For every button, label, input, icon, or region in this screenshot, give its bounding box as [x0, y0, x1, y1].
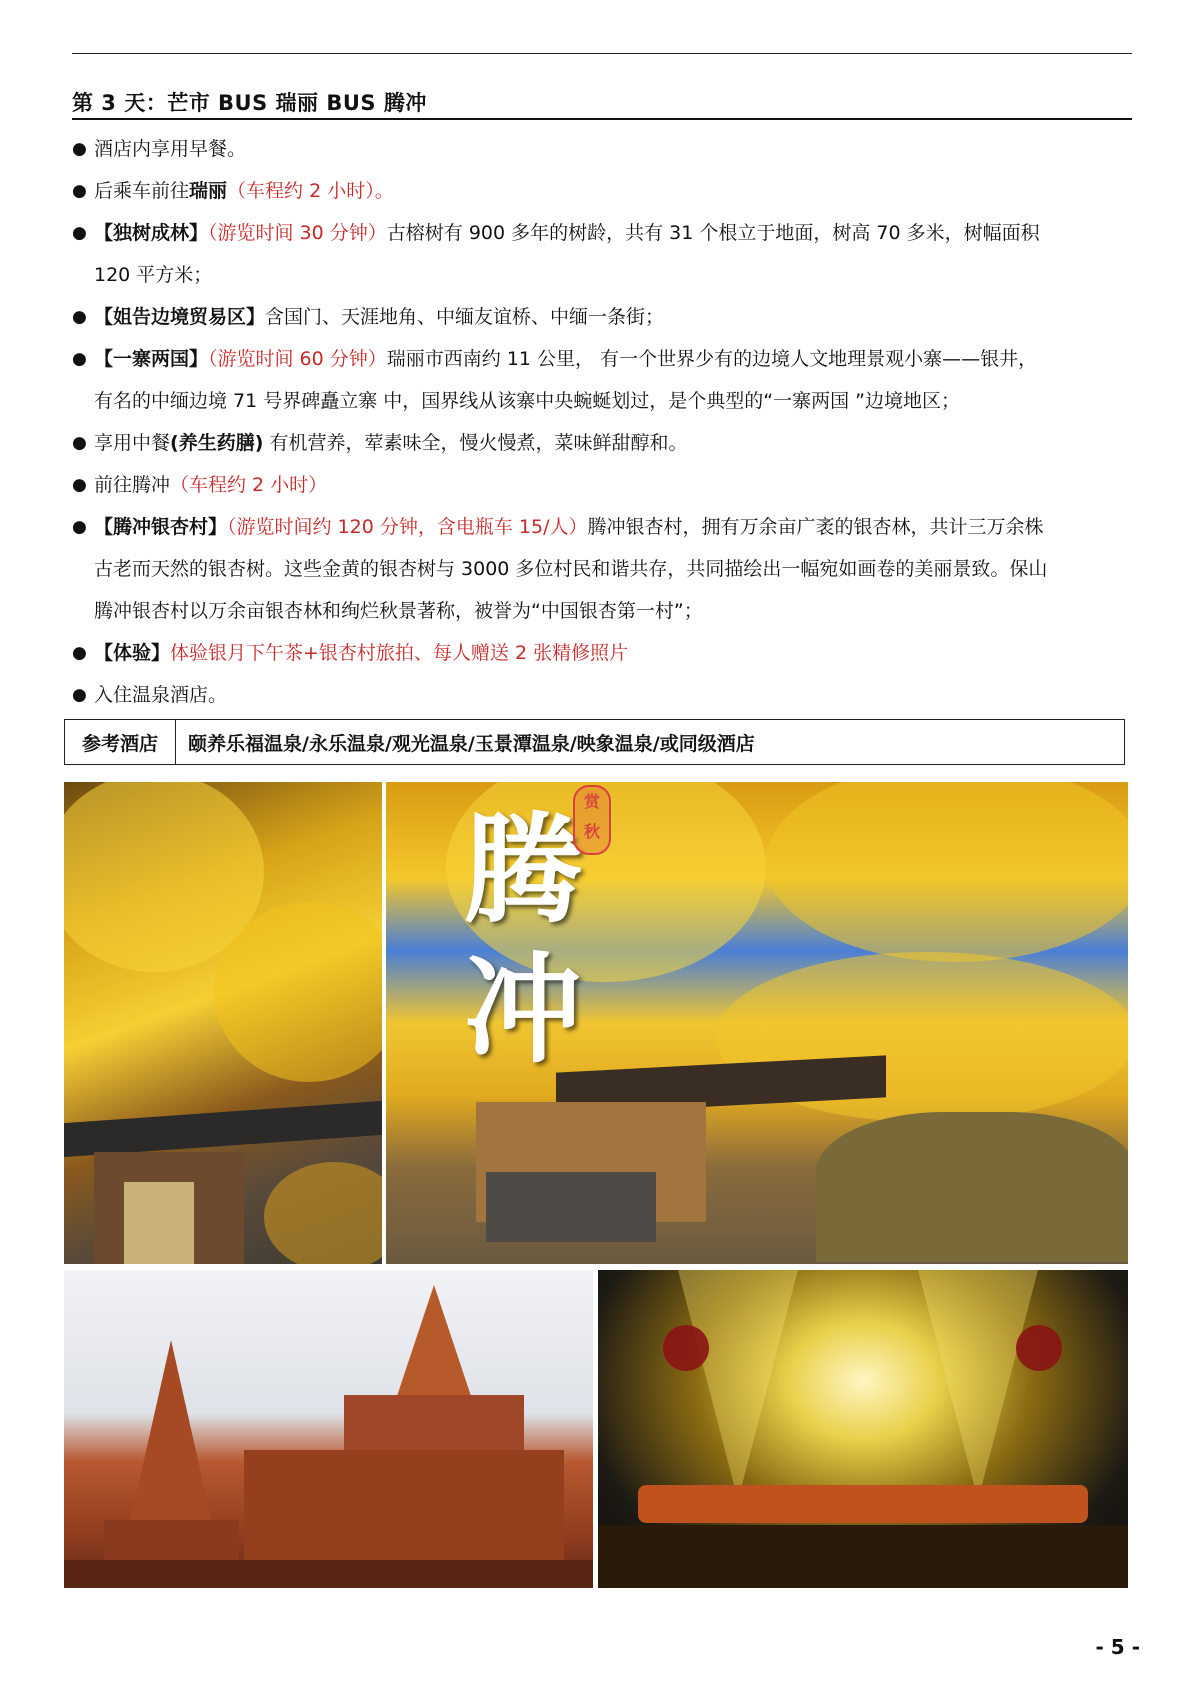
bullet-icon: ●	[72, 517, 87, 537]
page-number: - 5 -	[1095, 1635, 1140, 1659]
list-item: ● 【一寨两国】（游览时间 60 分钟）瑞丽市西南约 11 公里， 有一个世界少有的边境人文地理景观小寨——银井， 有名的中缅边境 71 号界碑矗立寨 中，国界线从该寨中央蜿蜒划过，是个典型的“一寨两国 ”边境地区；	[72, 338, 1132, 422]
tengchong-calligraphy: 腾 冲	[463, 800, 582, 1079]
hotel-value: 颐养乐福温泉/永乐温泉/观光温泉/玉景潭温泉/映象温泉/或同级酒店	[188, 732, 755, 755]
day-title: 第 3 天：芒市 BUS 瑞丽 BUS 腾冲	[72, 88, 1132, 120]
list-item: ● 享用中餐(养生药膳) 有机营养，荤素味全，慢火慢煮，菜味鲜甜醇和。	[72, 422, 1132, 464]
ginkgo-courtyard-photo	[64, 782, 382, 1264]
bullet-icon: ●	[72, 307, 87, 327]
autumn-seal: 赏 秋	[573, 785, 611, 855]
bullet-icon: ●	[72, 433, 87, 453]
pagoda-photo	[64, 1270, 593, 1588]
list-item: ● 【腾冲银杏村】（游览时间约 120 分钟，含电瓶车 15/人）腾冲银杏村，拥有万余亩广袤的银杏林，共计三万余株 古老而天然的银杏树。这些金黄的银杏树与 3000 多位村民和谐共存，共同描绘出一幅宛如画卷的美丽景致。保山 腾冲银杏村以万余亩银杏林和绚烂秋景著称，被誉为“中国银杏第一村”；	[72, 506, 1132, 632]
list-item: ● 【姐告边境贸易区】含国门、天涯地角、中缅友谊桥、中缅一条街；	[72, 296, 1132, 338]
list-item: ● 入住温泉酒店。	[72, 674, 1132, 716]
itinerary-list	[72, 128, 1132, 716]
list-item: ● 【独树成林】（游览时间 30 分钟）古榕树有 900 多年的树龄，共有 31 个根立于地面，树高 70 多米，树幅面积 120 平方米；	[72, 212, 1132, 296]
bullet-icon: ●	[72, 643, 87, 663]
bullet-icon: ●	[72, 349, 87, 369]
list-item: ● 前往腾冲（车程约 2 小时）	[72, 464, 1132, 506]
list-item: ● 【体验】体验银月下午茶+银杏村旅拍、每人赠送 2 张精修照片	[72, 632, 1132, 674]
stage-performance-photo	[598, 1270, 1128, 1588]
list-item: ● 后乘车前往瑞丽（车程约 2 小时）。	[72, 170, 1132, 212]
header-rule	[72, 53, 1132, 54]
bullet-icon: ●	[72, 685, 87, 705]
bullet-icon: ●	[72, 139, 87, 159]
bullet-icon: ●	[72, 475, 87, 495]
hotel-table	[64, 719, 1125, 765]
bullet-icon: ●	[72, 223, 87, 243]
hotel-label: 参考酒店	[65, 720, 176, 764]
bullet-icon: ●	[72, 181, 87, 201]
list-item: ● 酒店内享用早餐。	[72, 128, 1132, 170]
